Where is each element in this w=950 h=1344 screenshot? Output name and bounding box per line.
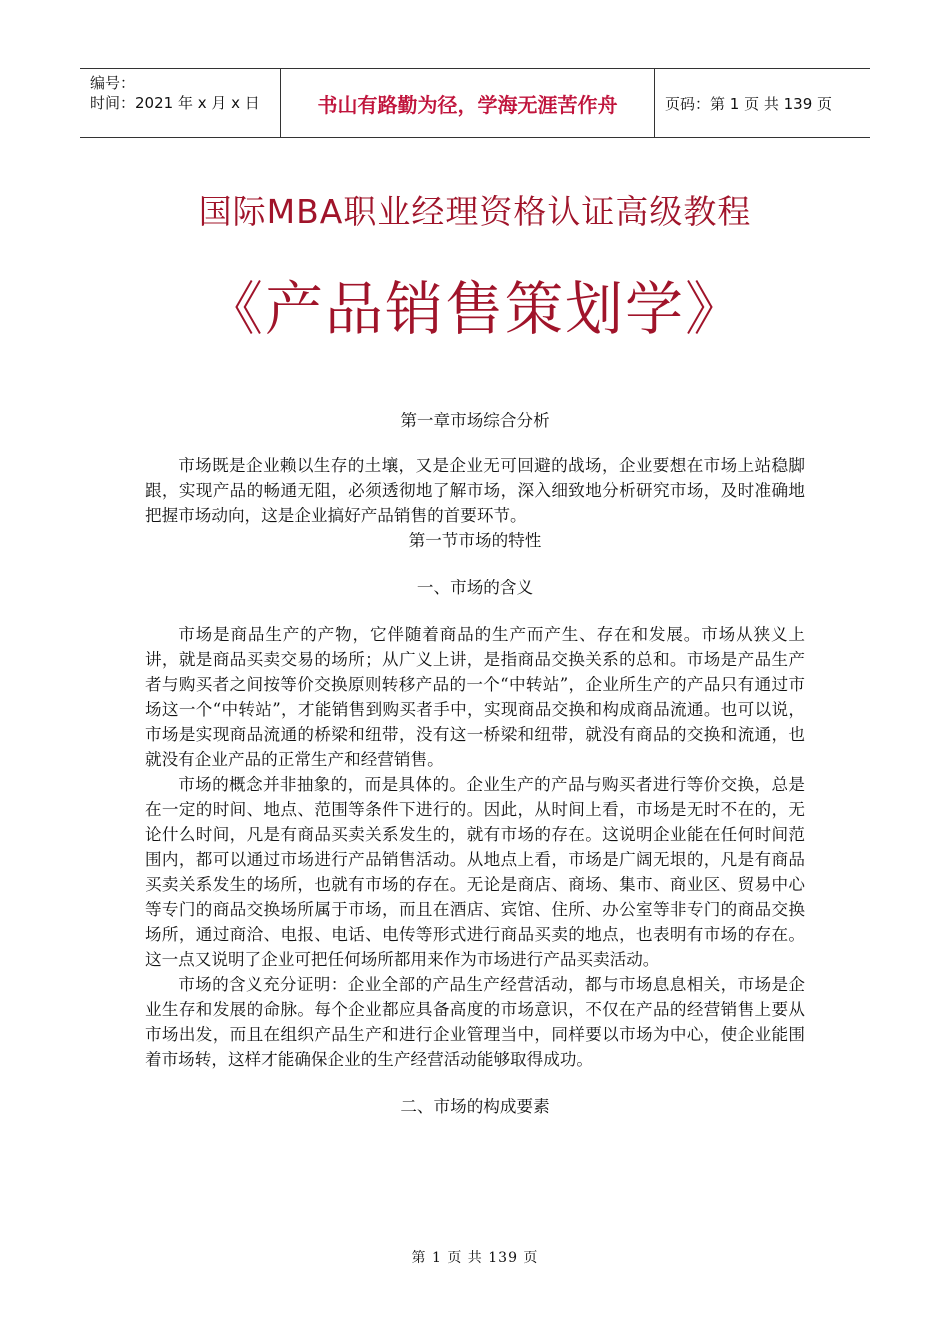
document-title: 《产品销售策划学》 bbox=[204, 275, 745, 343]
header-page-info: 页码：第 1 页 共 139 页 bbox=[665, 94, 833, 113]
paragraph-1: 市场是商品生产的产物，它伴随着商品的生产而产生、存在和发展。市场从狭义上讲，就是商品买卖交易的场所；从广义上讲，是指商品交换关系的总和。市场是产品生产者与购买者之间按等价交换原则转移产品的一个“中转站”，企业所生产的产品只有通过市场这一个“中转站”，才能销售到购买者手中，实现商品交换和构成商品流通。也可以说，市场是实现商品流通的桥梁和纽带，没有这一桥梁和纽带，就没有商品的交换和流通，也就没有企业产品的正常生产和经营销售。 bbox=[145, 625, 805, 769]
header-motto: 书山有路勤为径，学海无涯苦作舟 bbox=[281, 69, 655, 137]
paragraph-3: 市场的含义充分证明：企业全部的产品生产经营活动，都与市场息息相关，市场是企业生存和发展的命脉。每个企业都应具备高度的市场意识，不仅在产品的经营销售上要从市场出发，而且在组织产品生产和进行企业管理当中，同样要以市场为中心，使企业能围着市场转，这样才能确保企业的生产经营活动能够取得成功。 bbox=[145, 975, 805, 1069]
document-body bbox=[145, 408, 805, 1119]
paragraph-2: 市场的概念并非抽象的，而是具体的。企业生产的产品与购买者进行等价交换，总是在一定的时间、地点、范围等条件下进行的。因此，从时间上看，市场是无时不在的，无论什么时间，凡是有商品买卖关系发生的，就有市场的存在。这说明企业能在任何时间范围内，都可以通过市场进行产品销售活动。从地点上看，市场是广阔无垠的，凡是有商品买卖关系发生的场所，也就有市场的存在。无论是商店、商场、集市、商业区、贸易中心等专门的商品交换场所属于市场，而且在酒店、宾馆、住所、办公室等非专门的商品交换场所，通过商洽、电报、电话、电传等形式进行商品买卖的地点，也表明有市场的存在。这一点又说明了企业可把任何场所都用来作为市场进行产品买卖活动。 bbox=[145, 775, 805, 969]
intro-paragraph: 市场既是企业赖以生存的土壤，又是企业无可回避的战场，企业要想在市场上站稳脚跟，实现产品的畅通无阻，必须透彻地了解市场，深入细致地分析研究市场，及时准确地把握市场动向，这是企业搞好产品销售的首要环节。 bbox=[145, 456, 805, 525]
section-heading: 第一节市场的特性 bbox=[408, 531, 542, 550]
header-meta bbox=[80, 69, 281, 137]
page-footer: 第 1 页 共 139 页 bbox=[411, 1250, 539, 1266]
header-table bbox=[80, 68, 870, 138]
chapter-heading: 第一章市场综合分析 bbox=[400, 411, 550, 430]
subsection-heading-1: 一、市场的含义 bbox=[416, 578, 534, 597]
document-subtitle: 国际MBA职业经理资格认证高级教程 bbox=[198, 192, 752, 231]
subsection-heading-2: 二、市场的构成要素 bbox=[400, 1097, 550, 1116]
date-label: 时间：2021 年 x 月 x 日 bbox=[90, 94, 260, 112]
code-label: 编号： bbox=[90, 74, 136, 92]
